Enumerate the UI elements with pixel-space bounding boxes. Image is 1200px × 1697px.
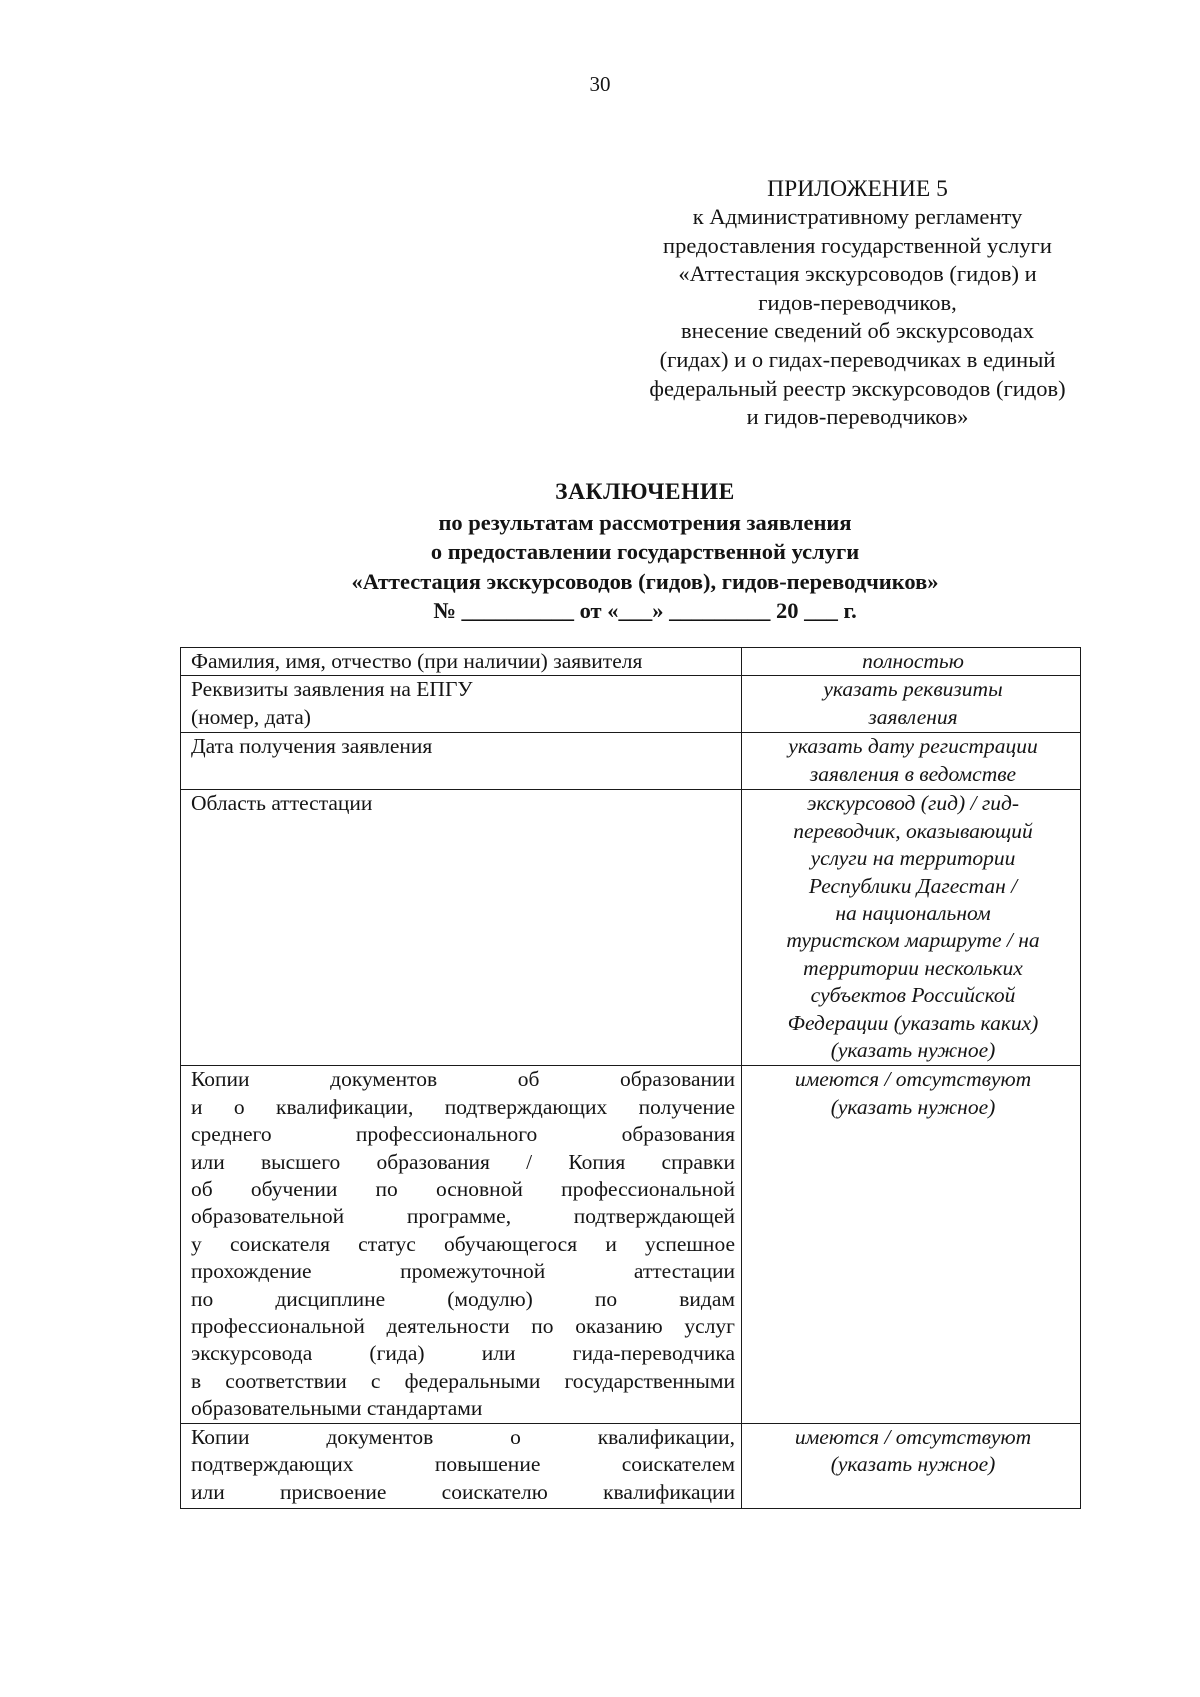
- label-line: образовательными стандартами: [191, 1396, 483, 1421]
- value-line: указать дату регистрации: [788, 734, 1038, 759]
- table-value-cell: [742, 648, 1081, 676]
- table-row: [181, 648, 1081, 676]
- value-line: Федерации (указать каких): [787, 1010, 1039, 1035]
- value-line: заявления в ведомстве: [809, 761, 1017, 786]
- label-line: и о квалификации, подтверждающих получение: [191, 1094, 735, 1119]
- label-line: или высшего образования / Копия справки: [191, 1149, 735, 1174]
- table-value-cell: [742, 1066, 1081, 1423]
- label-line: Дата получения заявления: [191, 734, 433, 759]
- appendix-line: предоставления государственной услуги: [663, 232, 1052, 258]
- value-line: (указать нужное): [830, 1094, 996, 1119]
- table-value-cell: [742, 790, 1081, 1066]
- value-line: имеются / отсутствуют: [794, 1067, 1032, 1092]
- conclusion-subtitle-line: о предоставлении государственной услуги: [430, 539, 860, 564]
- table-label-cell: [181, 1423, 742, 1508]
- table-row: [181, 676, 1081, 733]
- value-line: полностью: [862, 649, 964, 673]
- value-line: туристском маршруте / на: [786, 928, 1040, 953]
- appendix-title: ПРИЛОЖЕНИЕ 5: [767, 176, 948, 202]
- label-line: среднего профессионального образования: [191, 1122, 735, 1147]
- conclusion-header: [180, 478, 1110, 626]
- label-line: подтверждающих повышение соискателем: [191, 1452, 735, 1477]
- conclusion-title: ЗАКЛЮЧЕНИЕ: [555, 479, 735, 505]
- conclusion-subtitle-line: «Аттестация экскурсоводов (гидов), гидов-переводчиков»: [351, 568, 939, 594]
- value-line: переводчик, оказывающий: [793, 818, 1033, 843]
- label-line: профессиональной деятельности по оказанию услуг: [191, 1314, 735, 1339]
- label-line: или присвоение соискателю квалификации: [191, 1479, 735, 1504]
- table-label-cell: [181, 1066, 742, 1423]
- label-line: Копии документов о квалификации,: [191, 1424, 735, 1449]
- value-line: Республики Дагестан /: [808, 873, 1018, 898]
- label-line: в соответствии с федеральными государственными: [191, 1368, 735, 1393]
- table-label-cell: [181, 648, 742, 676]
- conclusion-subtitle-line: по результатам рассмотрения заявления: [438, 509, 852, 535]
- value-line: на национальном: [835, 901, 991, 926]
- table-value-cell: [742, 676, 1081, 733]
- appendix-line: к Административному регламенту: [692, 204, 1023, 229]
- label-line: Копии документов об образовании: [191, 1067, 735, 1092]
- value-line: субъектов Российской: [810, 983, 1016, 1008]
- appendix-line: и гидов-переводчиков»: [746, 404, 969, 430]
- table-row: [181, 733, 1081, 790]
- value-line: (указать нужное): [830, 1038, 996, 1063]
- label-line: у соискателя статус обучающегося и успешное: [191, 1231, 735, 1256]
- appendix-header: [620, 176, 1095, 432]
- label-line: по дисциплине (модулю) по видам: [191, 1286, 735, 1311]
- table-value-cell: [742, 733, 1081, 790]
- appendix-line: внесение сведений об экскурсоводах: [681, 318, 1034, 344]
- page-number: 30: [589, 72, 611, 96]
- label-line: (номер, дата): [191, 704, 311, 729]
- value-line: экскурсовод (гид) / гид-: [806, 791, 1020, 816]
- value-line: указать реквизиты: [823, 677, 1003, 702]
- value-line: услуги на территории: [810, 846, 1016, 871]
- table-value-cell: [742, 1423, 1081, 1508]
- appendix-line: (гидах) и о гидах-переводчиках в единый: [659, 346, 1056, 372]
- appendix-line: федеральный реестр экскурсоводов (гидов): [649, 375, 1066, 401]
- label-line: образовательной программе, подтверждающей: [191, 1204, 735, 1229]
- table-row: [181, 1066, 1081, 1423]
- value-line: территории нескольких: [803, 955, 1023, 980]
- label-line: Область аттестации: [191, 791, 373, 816]
- label-line: экскурсовода (гида) или гида-переводчика: [191, 1341, 735, 1366]
- value-line: заявления: [868, 704, 958, 729]
- table-row: [181, 1423, 1081, 1508]
- value-line: имеются / отсутствуют: [794, 1424, 1032, 1449]
- appendix-line: «Аттестация экскурсоводов (гидов) и: [678, 261, 1037, 287]
- label-line: прохождение промежуточной аттестации: [191, 1259, 735, 1284]
- table-label-cell: [181, 733, 742, 790]
- table-label-cell: [181, 790, 742, 1066]
- label-line: об обучении по основной профессиональной: [191, 1177, 735, 1202]
- table-row: [181, 790, 1081, 1066]
- table-label-cell: [181, 676, 742, 733]
- label-line: Фамилия, имя, отчество (при наличии) заявителя: [191, 649, 643, 673]
- label-line: Реквизиты заявления на ЕПГУ: [191, 677, 473, 702]
- conclusion-number-line: № __________ от «___» _________ 20 ___ г.: [433, 598, 857, 623]
- conclusion-table: [180, 647, 1081, 1509]
- appendix-line: гидов-переводчиков,: [758, 289, 957, 315]
- value-line: (указать нужное): [830, 1452, 996, 1477]
